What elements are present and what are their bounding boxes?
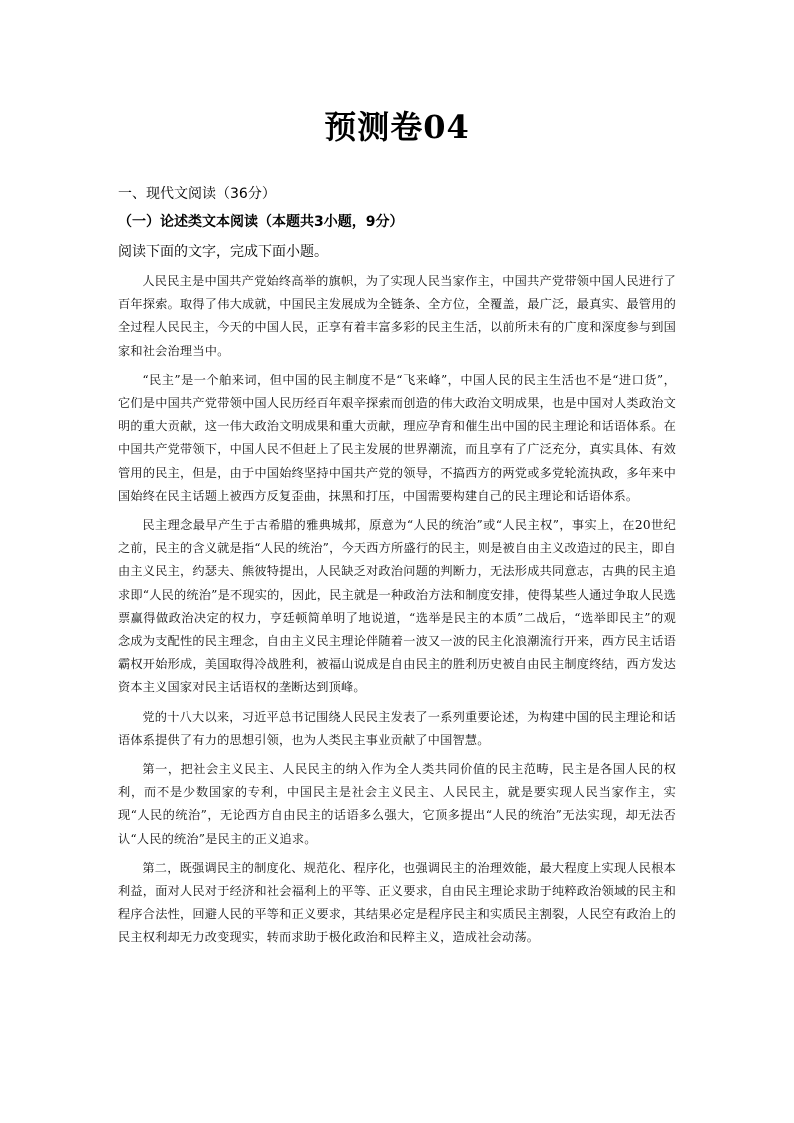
paragraph: 人民民主是中国共产党始终高举的旗帜，为了实现人民当家作主，中国共产党带领中国人民进行了百年探索。取得了伟大成就，中国民主发展成为全链条、全方位，全覆盖，最广泛，最真实、最管用的全过程人民民主，今天的中国人民，正享有着丰富多彩的民主生活，以前所未有的广度和深度参与到国家和社会治理当中。 bbox=[118, 274, 676, 358]
paragraph: 民主理念最早产生于古希腊的雅典城邦，原意为“人民的统治”或“人民主权”，事实上，在20世纪之前，民主的含义就是指“人民的统治”，今天西方所盛行的民主，则是被自由主义改造过的民主，即自由主义民主，约瑟夫、熊彼特提出，人民缺乏对政治问题的判断力，无法形成共同意志，古典的民主追求即“人民的统治”是不现实的，因此，民主就是一种政治方法和制度安排，使得某些人通过争取人民选票赢得做政治决定的权力，亨廷顿简单明了地说道，“选举是民主的本质”二战后，“选举即民主”的观念成为支配性的民主理念，自由主义民主理论伴随着一波又一波的民主化浪潮流行开来，西方民主话语霸权开始形成，美国取得冷战胜利，被福山说成是自由民主的胜利历史被自由民主制度终结，西方发达资本主义国家对民主话语权的垄断达到顶峰。 bbox=[118, 518, 676, 695]
subsection-heading: （一）论述类文本阅读（本题共3小题，9分） bbox=[118, 214, 404, 230]
page-title: 预测卷04 bbox=[324, 108, 470, 146]
paragraph: 党的十八大以来，习近平总书记围绕人民民主发表了一系列重要论述，为构建中国的民主理论和话语体系提供了有力的思想引领，也为人类民主事业贡献了中国智慧。 bbox=[118, 709, 676, 747]
paragraph: “民主”是一个舶来词，但中国的民主制度不是“飞来峰”，中国人民的民主生活也不是“进口货”，它们是中国共产党带领中国人民历经百年艰辛探索而创造的伟大政治文明成果，也是中国对人类政治文明的重大贡献，这一伟大政治文明成果和重大贡献，理应孕育和催生出中国的民主理论和话语体系。在中国共产党带领下，中国人民不但赶上了民主发展的世界潮流，而且享有了广泛充分，真实具体、有效管用的民主，但是，由于中国始终坚持中国共产党的领导，不搞西方的两党或多党轮流执政，多年来中国始终在民主话题上被西方反复歪曲，抹黑和打压，中国需要构建自己的民主理论和话语体系。 bbox=[118, 372, 676, 503]
section-heading: 一、现代文阅读（36分） bbox=[118, 186, 276, 202]
article-body bbox=[118, 270, 676, 956]
reading-instruction: 阅读下面的文字，完成下面小题。 bbox=[118, 244, 328, 260]
paragraph: 第一，把社会主义民主、人民民主的纳入作为全人类共同价值的民主范畴，民主是各国人民的权利，而不是少数国家的专利，中国民主是社会主义民主、人民民主，就是要实现人民当家作主，实现“人民的统治”，无论西方自由民主的话语多么强大，它顶多提出“人民的统治”无法实现，却无法否认“人民的统治”是民主的正义追求。 bbox=[118, 762, 676, 846]
paragraph: 第二，既强调民主的制度化、规范化、程序化，也强调民主的治理效能，最大程度上实现人民根本利益，面对人民对于经济和社会福利上的平等、正义要求，自由民主理论求助于纯粹政治领域的民主和程序合法性，回避人民的平等和正义要求，其结果必定是程序民主和实质民主割裂，人民空有政治上的民主权利却无力改变现实，转而求助于极化政治和民粹主义，造成社会动荡。 bbox=[118, 860, 676, 945]
